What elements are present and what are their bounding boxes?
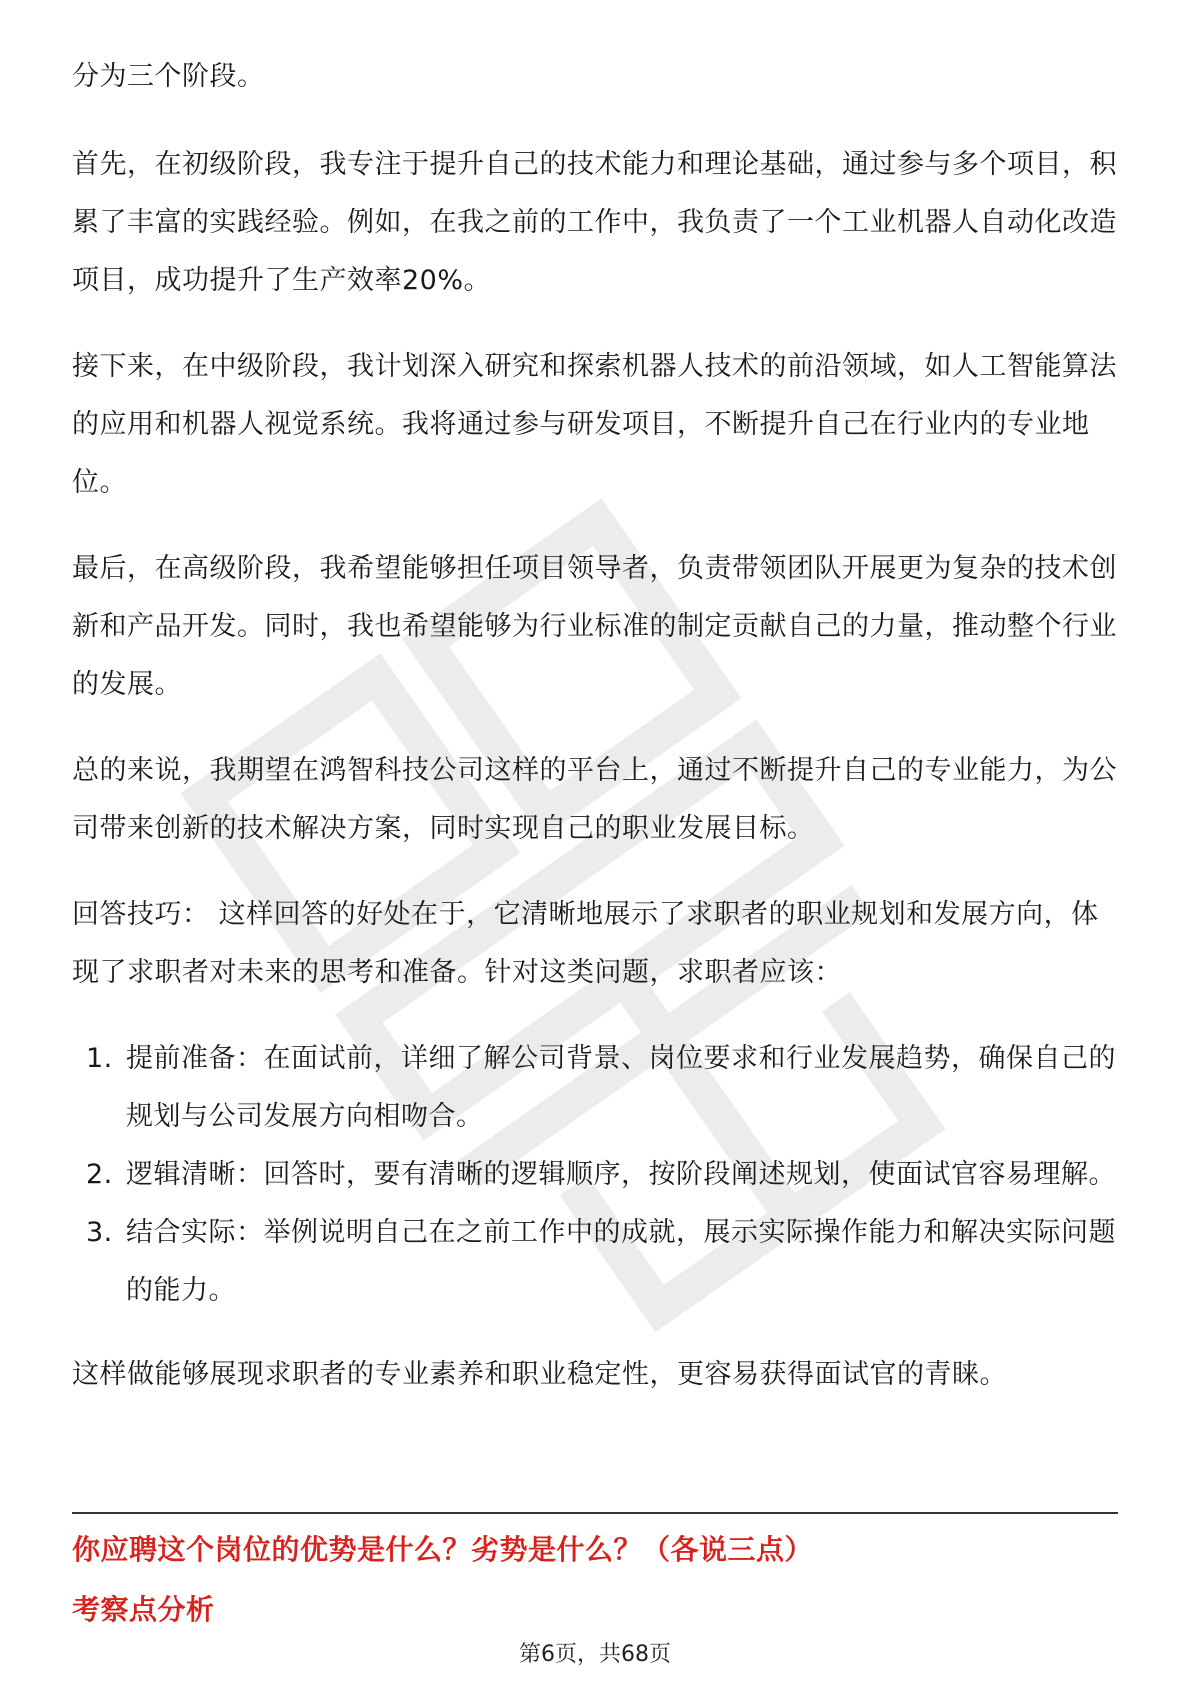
paragraph-answer-tips: 回答技巧： 这样回答的好处在于，它清晰地展示了求职者的职业规划和发展方向，体现了求职者对未来的思考和准备。针对这类问题，求职者应该： [72,899,1099,988]
paragraph-summary: 总的来说，我期望在鸿智科技公司这样的平台上，通过不断提升自己的专业能力，为公司带来创新的技术解决方案，同时实现自己的职业发展目标。 [72,755,1117,844]
document-body [72,48,1118,1432]
list-item [72,1204,1118,1320]
list-item [72,1030,1118,1146]
paragraph-conclusion: 这样做能够展现求职者的专业素养和职业稳定性，更容易获得面试官的青睐。 [72,1359,1007,1390]
paragraph-senior-stage: 最后，在高级阶段，我希望能够担任项目领导者，负责带领团队开展更为复杂的技术创新和产品开发。同时，我也希望能够为行业标准的制定贡献自己的力量，推动整个行业的发展。 [72,553,1117,700]
list-item-number: 2. [86,1159,113,1190]
analysis-subheading: 考察点分析 [72,1593,215,1626]
question-heading: 你应聘这个岗位的优势是什么？劣势是什么？（各说三点） [72,1533,814,1566]
paragraph-junior-stage: 首先，在初级阶段，我专注于提升自己的技术能力和理论基础，通过参与多个项目，积累了丰富的实践经验。例如，在我之前的工作中，我负责了一个工业机器人自动化改造项目，成功提升了生产效率20%。 [72,149,1117,296]
section-divider [72,1512,1118,1514]
page-number: 第6页，共68页 [519,1642,671,1667]
tips-list [72,1030,1118,1320]
list-item-text: 逻辑清晰：回答时，要有清晰的逻辑顺序，按阶段阐述规划，使面试官容易理解。 [126,1159,1116,1190]
paragraph-intro-tail: 分为三个阶段。 [72,61,265,92]
list-item-number: 1. [86,1043,113,1074]
list-item-text: 结合实际：举例说明自己在之前工作中的成就，展示实际操作能力和解决实际问题的能力。 [126,1217,1116,1306]
paragraph-mid-stage: 接下来，在中级阶段，我计划深入研究和探索机器人技术的前沿领域，如人工智能算法的应用和机器人视觉系统。我将通过参与研发项目，不断提升自己在行业内的专业地位。 [72,351,1117,498]
list-item-text: 提前准备：在面试前，详细了解公司背景、岗位要求和行业发展趋势，确保自己的规划与公司发展方向相吻合。 [126,1043,1116,1132]
list-item [72,1146,1118,1204]
list-item-number: 3. [86,1217,113,1248]
